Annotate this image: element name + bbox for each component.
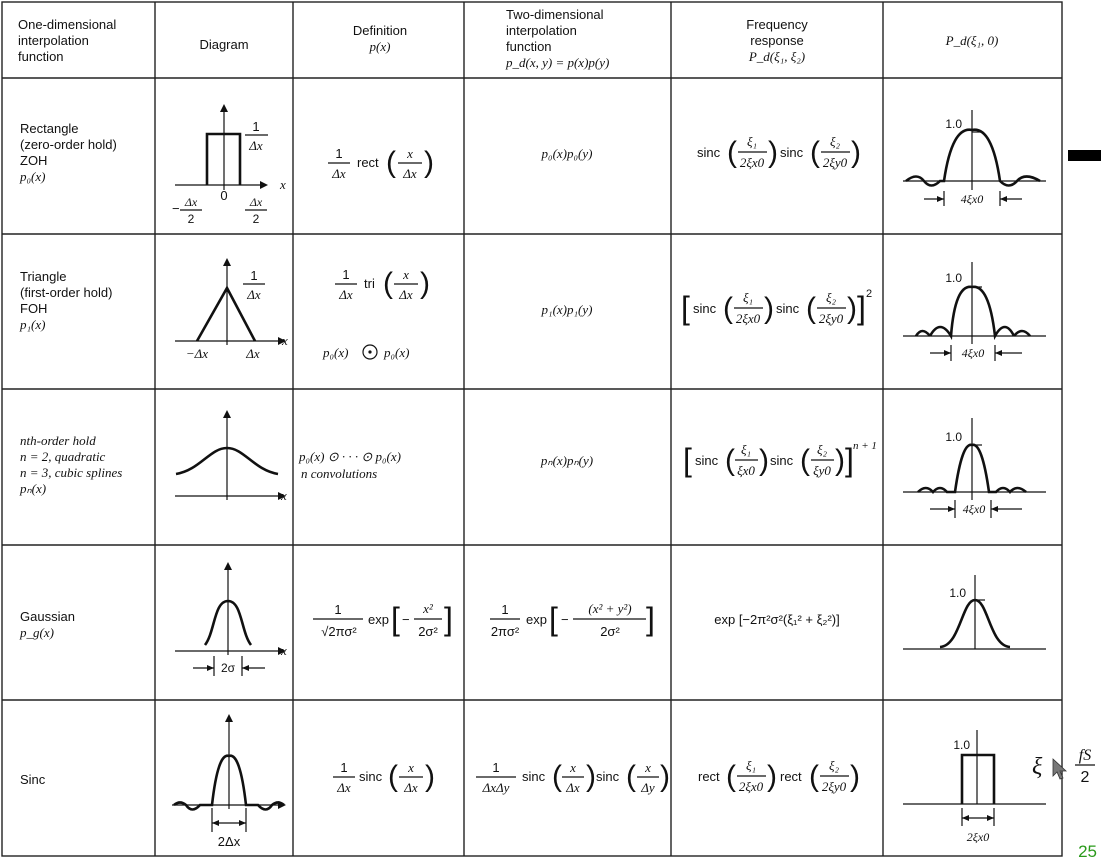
header-definition-px: p(x) (369, 39, 391, 54)
svg-text:Δx: Δx (249, 195, 263, 209)
nth-freq (683, 440, 877, 478)
header-2d-line2: interpolation (506, 23, 577, 38)
table-row (19, 258, 1046, 361)
sinc-freq (698, 758, 860, 794)
header-col1-line3: function (18, 49, 64, 64)
svg-text:Δy: Δy (641, 780, 655, 795)
side-annotation (1032, 747, 1095, 786)
svg-text:1: 1 (250, 268, 258, 283)
svg-text:ξ₁: ξ₁ (745, 758, 757, 773)
gauss-diagram (175, 562, 287, 676)
svg-text:(: ( (726, 760, 736, 793)
svg-text:√2πσ²: √2πσ² (321, 624, 357, 639)
table-row (19, 410, 1046, 518)
svg-text:1: 1 (252, 119, 260, 134)
svg-text:[: [ (681, 290, 690, 326)
header-pd: P_d(ξ₁, 0) (945, 33, 999, 48)
svg-text:2σ²: 2σ² (600, 624, 620, 639)
page-number: 25 (1078, 842, 1097, 859)
svg-text:rect: rect (357, 155, 379, 170)
svg-text:(: ( (809, 760, 819, 793)
row3-name-line1: nth-order hold (20, 433, 96, 448)
svg-text:Δx: Δx (247, 287, 261, 302)
svg-text:Δx: Δx (332, 166, 346, 181)
gauss-freq: exp [−2π²σ²(ξ₁² + ξ₂²)] (714, 612, 840, 627)
row1-name-line2: (zero-order hold) (20, 137, 117, 152)
svg-text:2: 2 (1080, 769, 1090, 786)
rect-diagram (172, 104, 286, 226)
svg-text:(: ( (383, 267, 393, 300)
svg-text:2ξx0: 2ξx0 (739, 155, 765, 170)
svg-text:2: 2 (187, 212, 195, 226)
svg-text:sinc: sinc (693, 301, 717, 316)
svg-text:exp: exp (526, 612, 547, 627)
svg-text:2ξx0: 2ξx0 (735, 311, 761, 326)
header-freq-line1: Frequency (746, 17, 808, 32)
svg-text:): ) (767, 760, 777, 793)
rect-definition (328, 146, 434, 181)
svg-text:sinc: sinc (776, 301, 800, 316)
svg-text:sinc: sinc (695, 453, 719, 468)
svg-text:n convolutions: n convolutions (301, 466, 378, 481)
svg-text:exp: exp (368, 612, 389, 627)
svg-text:(: ( (806, 292, 816, 325)
sinc-pd-plot (903, 730, 1046, 844)
header-diagram: Diagram (199, 37, 249, 52)
svg-text:sinc: sinc (522, 769, 546, 784)
svg-text:): ) (851, 136, 861, 169)
row2-name-line4: p₁(x) (20, 317, 46, 332)
svg-text:[: [ (391, 601, 400, 637)
row3-name-line4: pₙ(x) (20, 481, 47, 496)
row1-name-line3: ZOH (20, 153, 48, 168)
svg-text:(: ( (810, 136, 820, 169)
sinc-diagram (172, 714, 286, 849)
table-row (20, 714, 1046, 849)
sinc-definition (333, 760, 435, 795)
svg-text:(: ( (386, 146, 396, 179)
rect-pd-plot (903, 110, 1046, 206)
svg-text:1: 1 (334, 602, 342, 617)
header-2d-line1: Two-dimensional (506, 7, 604, 22)
svg-text:ξx0: ξx0 (737, 463, 755, 478)
svg-text:1.0: 1.0 (953, 738, 970, 752)
svg-text:p₀(x): p₀(x) (384, 345, 410, 360)
svg-text:tri: tri (364, 276, 375, 291)
svg-text:Δx: Δx (403, 166, 417, 181)
svg-text:(: ( (388, 760, 398, 793)
nth-2d: pₙ(x)pₙ(y) (540, 453, 594, 468)
svg-text:x: x (570, 760, 576, 775)
header-row (18, 7, 998, 70)
svg-text:ξ₁: ξ₁ (742, 290, 754, 305)
svg-text:sinc: sinc (770, 453, 794, 468)
svg-text:n + 1: n + 1 (853, 440, 877, 452)
row4-name-line2: p_g(x) (20, 625, 54, 640)
svg-text:ξ₂: ξ₂ (816, 442, 828, 457)
svg-text:1.0: 1.0 (945, 271, 962, 285)
svg-text:Δx: Δx (184, 195, 198, 209)
svg-text:ξ₂: ξ₂ (828, 758, 840, 773)
svg-text:): ) (424, 146, 434, 179)
slide-marker (1068, 150, 1101, 161)
svg-text:1.0: 1.0 (945, 430, 962, 444)
svg-text:ξ₁: ξ₁ (746, 134, 758, 149)
row5-name: Sinc (20, 772, 46, 787)
svg-text:): ) (660, 760, 670, 793)
svg-text:): ) (768, 136, 778, 169)
svg-text:Δx: Δx (399, 287, 413, 302)
svg-text:2ξy0: 2ξy0 (822, 155, 848, 170)
svg-text:−: − (402, 612, 410, 627)
svg-text:x: x (281, 488, 287, 503)
svg-text:(: ( (723, 292, 733, 325)
svg-text:]: ] (646, 601, 655, 637)
row2-name-line1: Triangle (20, 269, 67, 284)
svg-text:ξ₂: ξ₂ (825, 290, 837, 305)
svg-text:2ξx0: 2ξx0 (966, 830, 990, 844)
svg-text:1: 1 (501, 602, 509, 617)
svg-text:(: ( (800, 444, 810, 477)
nth-pd-plot (903, 418, 1046, 518)
svg-text:x: x (407, 146, 413, 161)
row3-name-line2: n = 2, quadratic (20, 449, 106, 464)
svg-text:x: x (282, 333, 288, 348)
svg-text:4ξx0: 4ξx0 (960, 192, 984, 206)
svg-text:2ξy0: 2ξy0 (818, 311, 844, 326)
svg-text:1: 1 (342, 267, 350, 282)
svg-text:2Δx: 2Δx (217, 834, 241, 849)
svg-text:[: [ (683, 442, 692, 478)
header-2d-formula: p_d(x, y) = p(x)p(y) (506, 55, 610, 70)
sinc-2d (476, 760, 670, 795)
svg-text:): ) (850, 760, 860, 793)
svg-text:): ) (764, 292, 774, 325)
table-row (19, 104, 1046, 226)
nth-definition (298, 449, 401, 481)
mouse-pointer-icon[interactable] (1053, 759, 1066, 779)
header-freq-line3: P_d(ξ₁, ξ₂) (748, 49, 806, 64)
svg-text:[: [ (549, 601, 558, 637)
svg-text:0: 0 (220, 188, 228, 203)
gauss-pd-plot (903, 575, 1046, 649)
nth-diagram (175, 410, 287, 503)
svg-text:): ) (425, 760, 435, 793)
svg-text:x: x (408, 760, 414, 775)
svg-text:rect: rect (698, 769, 720, 784)
svg-text:ξ: ξ (1032, 754, 1043, 780)
table-grid (2, 2, 1062, 856)
svg-text:2πσ²: 2πσ² (490, 624, 520, 639)
svg-text:2: 2 (252, 212, 260, 226)
header-definition: Definition (352, 23, 408, 38)
svg-text:2σ²: 2σ² (418, 624, 438, 639)
svg-text:x²: x² (423, 601, 433, 616)
svg-text:fS: fS (1078, 747, 1092, 764)
svg-text:): ) (420, 267, 430, 300)
svg-text:2ξy0: 2ξy0 (821, 779, 847, 794)
svg-text:(: ( (727, 136, 737, 169)
svg-text:]: ] (857, 290, 866, 326)
tri-freq (681, 288, 872, 326)
svg-text:): ) (847, 292, 857, 325)
rect-2d: p₀(x)p₀(y) (541, 146, 593, 161)
svg-text:−: − (172, 201, 180, 216)
svg-text:1: 1 (335, 146, 343, 161)
svg-text:sinc: sinc (596, 769, 620, 784)
svg-text:): ) (586, 760, 596, 793)
header-freq-line2: response (750, 33, 804, 48)
table-row (19, 562, 1046, 676)
svg-text:1.0: 1.0 (945, 117, 962, 131)
svg-text:−Δx: −Δx (185, 346, 209, 361)
row2-name-line3: FOH (20, 301, 48, 316)
header-col1-line1: One-dimensional (18, 17, 117, 32)
tri-pd-plot (903, 262, 1046, 361)
svg-text:): ) (759, 444, 769, 477)
svg-text:p₀(x): p₀(x) (323, 345, 349, 360)
svg-text:sinc: sinc (697, 145, 721, 160)
svg-text:ξy0: ξy0 (813, 463, 831, 478)
svg-text:Δx: Δx (337, 780, 351, 795)
svg-text:1: 1 (340, 760, 348, 775)
row3-name-line3: n = 3, cubic splines (20, 465, 123, 480)
svg-text:]: ] (444, 601, 453, 637)
tri-2d: p₁(x)p₁(y) (541, 302, 593, 317)
tri-diagram (175, 258, 288, 361)
row4-name-line1: Gaussian (20, 609, 75, 624)
svg-text:1.0: 1.0 (949, 586, 966, 600)
svg-text:4ξx0: 4ξx0 (961, 346, 985, 360)
svg-text:(: ( (725, 444, 735, 477)
svg-text:sinc: sinc (780, 145, 804, 160)
tri-definition (322, 267, 430, 360)
svg-text:rect: rect (780, 769, 802, 784)
row1-name-line1: Rectangle (20, 121, 79, 136)
svg-text:−: − (561, 612, 569, 627)
svg-text:2ξx0: 2ξx0 (738, 779, 764, 794)
svg-text:(: ( (552, 760, 562, 793)
row1-name-line4: p₀(x) (20, 169, 46, 184)
svg-text:ΔxΔy: ΔxΔy (482, 780, 510, 795)
svg-text:x: x (645, 760, 651, 775)
svg-text:x: x (280, 177, 286, 192)
svg-text:Δx: Δx (404, 780, 418, 795)
svg-text:): ) (835, 444, 845, 477)
svg-text:(: ( (626, 760, 636, 793)
svg-text:ξ₁: ξ₁ (740, 442, 752, 457)
svg-text:]: ] (845, 442, 854, 478)
svg-text:1: 1 (492, 760, 500, 775)
svg-text:x: x (403, 267, 409, 282)
svg-text:Δx: Δx (566, 780, 580, 795)
svg-text:p₀(x) ⊙ · · · ⊙ p₀(x): p₀(x) ⊙ · · · ⊙ p₀(x) (299, 449, 401, 464)
gauss-2d (490, 601, 655, 639)
svg-text:sinc: sinc (359, 769, 383, 784)
svg-text:2: 2 (866, 288, 873, 300)
svg-text:(x² + y²): (x² + y²) (588, 601, 632, 616)
gauss-definition (313, 601, 453, 639)
svg-text:Δx: Δx (246, 346, 260, 361)
svg-text:ξ₂: ξ₂ (829, 134, 841, 149)
svg-text:x: x (281, 643, 287, 658)
svg-text:4ξx0: 4ξx0 (962, 502, 986, 516)
header-col1-line2: interpolation (18, 33, 89, 48)
svg-text:2σ: 2σ (220, 661, 236, 675)
rect-freq (697, 134, 861, 170)
header-2d-line3: function (506, 39, 552, 54)
svg-text:Δx: Δx (339, 287, 353, 302)
svg-text:Δx: Δx (249, 138, 263, 153)
row2-name-line2: (first-order hold) (20, 285, 113, 300)
